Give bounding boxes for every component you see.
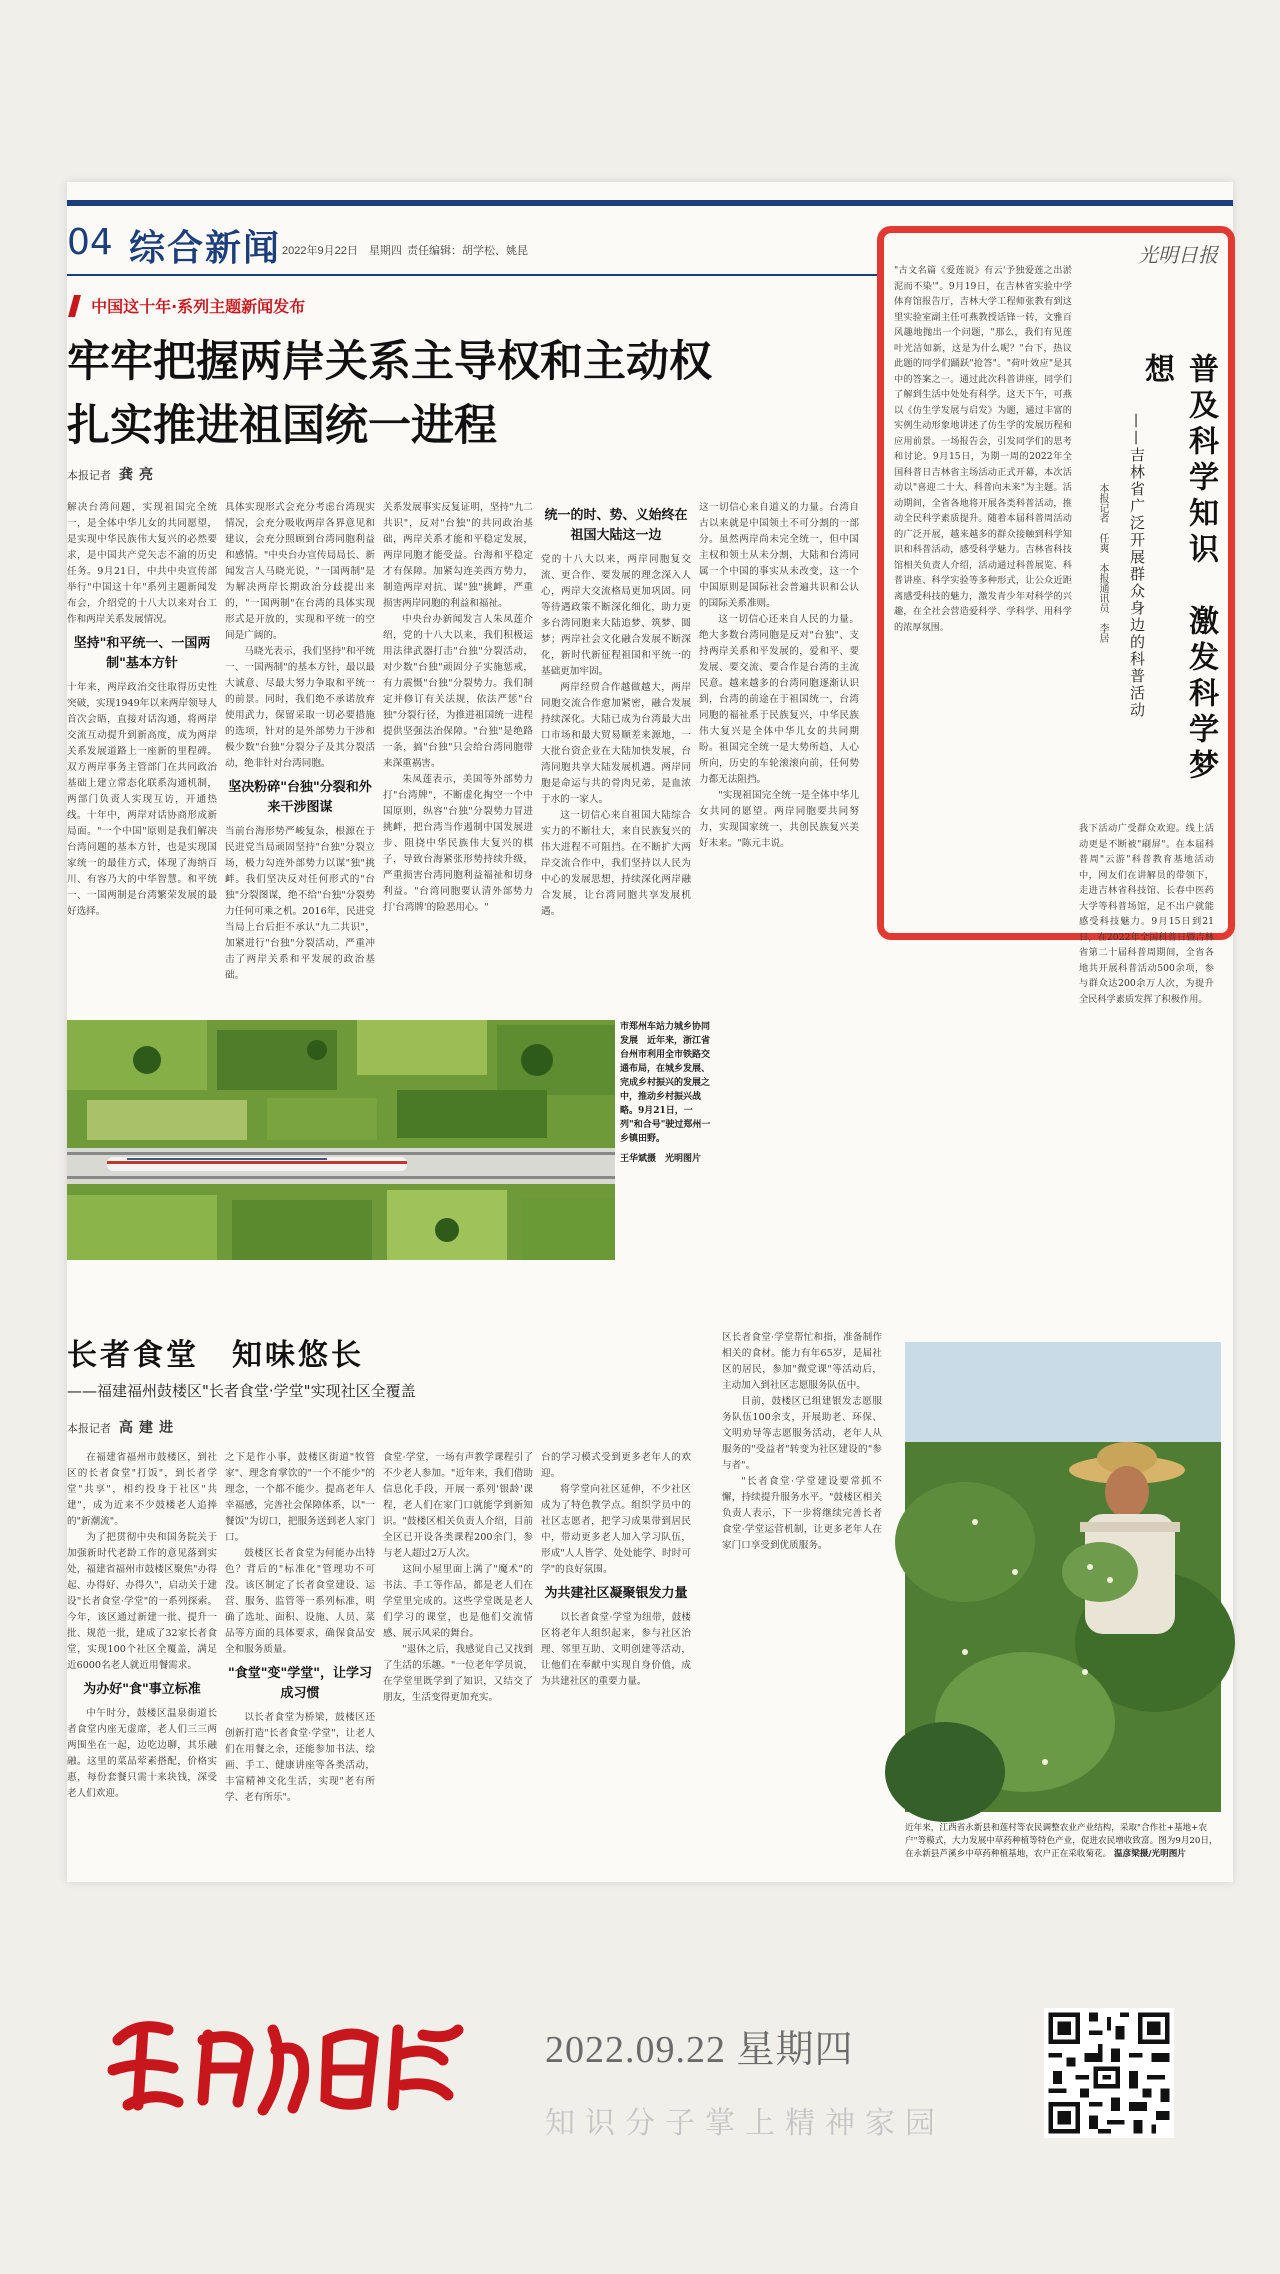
second-paragraph: 这间小屋里面上满了"魔术"的书法、手工等作品，都是老人们在学堂里完成的。这些学堂既是老人们学习的课堂，也是他们交流情感、展示风采的舞台。 bbox=[383, 1564, 533, 1639]
main-subhead-1: 坚持"和平统一、一国两制"基本方针 bbox=[73, 636, 211, 671]
main-paragraph: 这一切信心来自祖国大陆综合实力的不断壮大，来自民族复兴的伟大进程不可阻挡。在不断扩大两岸交流合作中，我们坚持以人民为中心的发展思想，持续深化两岸融合发展，让台湾同胞共享发展机遇。 bbox=[541, 810, 691, 917]
second-column-5 bbox=[722, 1330, 882, 1870]
main-paragraph: 具体实现形式会充分考虑台湾现实情况，会充分吸收两岸各界意见和建议，会充分照顾到台湾同胞利益和感情。"中央台办宣传局局长、新闻发言人马晓光说，"一国两制"是为解决两岸长期政治分歧提出来的，"一国两制"在台湾的具体实现形式是开放的，实现和平统一的空间是广阔的。 bbox=[225, 502, 375, 641]
main-paragraph: 这一切信心来自道义的力量。台湾自古以来就是中国领土不可分割的一部分。虽然两岸尚未完全统一，但中国主权和领土从未分割，大陆和台湾同属一个中国的事实从未改变，这一个中国原则是国际社会普遍共识和公认的国际关系准则。 bbox=[699, 502, 859, 609]
highlighted-science-article[interactable] bbox=[877, 226, 1235, 1005]
farmer-caption-text: 近年来，江西省永新县和莲村等农民调整农业产业结构，采取"合作社+基地+农户"等模式，大力发展中草药种植等特色产业，促进农民增收致富。图为9月20日，在永新县芦溪乡中草药种植基地，农户正在采收菊花。 bbox=[905, 1823, 1218, 1859]
main-paragraph: 解决台湾问题，实现祖国完全统一，是全体中华儿女的共同愿望，是实现中华民族伟大复兴的必然要求，是中国共产党矢志不渝的历史任务。9月21日，中共中央宣传部举行"中国这十年"系列主题新闻发布会，介绍党的十八大以来对台工作和两岸关系发展情况。 bbox=[67, 502, 217, 625]
second-paragraph: "长者食堂·学堂建设要常抓不懈，持续提升服务水平。"鼓楼区相关负责人表示，下一步将继续完善长者食堂·学堂运营机制，让更多老年人在家门口享受到优质服务。 bbox=[722, 1476, 882, 1551]
footer-slogan: 知识分子掌上精神家园 bbox=[545, 2106, 945, 2141]
main-paragraph: 两岸经贸合作越做越大，两岸同胞交流合作愈加紧密，融合发展持续深化。大陆已成为台湾最大出口市场和最大贸易顺差来源地，一大批台资企业在大陆加快发展，台湾同胞共享大陆发展机遇。两岸同胞是命运与共的骨肉兄弟，是血浓于水的一家人。 bbox=[541, 682, 691, 805]
second-paragraph: 鼓楼区长者食堂为何能办出特色？背后的"标准化"管理功不可没。该区制定了长者食堂建设、运营、服务、监管等一系列标准，明确了选址、面积、设施、人员、菜品等方面的具体要求，确保食品安全和服务质量。 bbox=[225, 1548, 375, 1655]
railway-photo-caption bbox=[620, 1020, 715, 1166]
masthead-logo-small: 光明日报 bbox=[1138, 243, 1218, 267]
second-paragraph: 台的学习模式受到更多老年人的欢迎。 bbox=[541, 1452, 691, 1479]
main-paragraph: 马晓光表示，我们坚持"和平统一、一国两制"的基本方针，最以最大诚意、尽最大努力争取和平统一的前景。同时，我们绝不承诺放弃使用武力，保留采取一切必要措施的选项，针对的是外部势力干涉和极少数"台独"分裂分子及其分裂活动，绝非针对台湾同胞。 bbox=[225, 646, 375, 769]
qr-code-icon[interactable] bbox=[1044, 2008, 1174, 2138]
main-column-4 bbox=[541, 500, 691, 1010]
section-title: 综合新闻 bbox=[129, 227, 282, 269]
railway-aerial-photo[interactable] bbox=[67, 1020, 615, 1260]
main-headline-line1: 牢牢把握两岸关系主导权和主动权 bbox=[67, 337, 712, 387]
main-paragraph: 当前台海形势严峻复杂，根源在于民进党当局顽固坚持"台独"分裂立场，极力勾连外部势力以谋"独"挑衅。我们坚决反对任何形式的"台独"分裂图谋，绝不给"台独"分裂势力任何可乘之机。2016年，民进党当局上台后拒不承认"九二共识"，加紧进行"台独"分裂活动，严重冲击了两岸关系和平发展的政治基础。 bbox=[225, 826, 375, 981]
second-column-2 bbox=[225, 1450, 375, 1870]
guangming-daily-logo bbox=[98, 2010, 468, 2124]
series-mark-icon bbox=[68, 295, 81, 317]
second-byline-label: 本报记者 bbox=[67, 1423, 111, 1435]
second-byline-name: 高建进 bbox=[119, 1419, 179, 1435]
second-paragraph: 目前，鼓楼区已组建银发志愿服务队伍100余支，开展助老、环保、文明劝导等志愿服务活动，老年人从服务的"受益者"转变为社区建设的"参与者"。 bbox=[722, 1396, 882, 1471]
second-paragraph: "退休之后，我感觉自己又找到了生活的乐趣。"一位老年学员说，在学堂里既学到了知识，又结交了朋友，生活变得更加充实。 bbox=[383, 1644, 533, 1703]
science-column-1: "古文名篇《爱莲说》有云'予独爱莲之出淤泥而不染'"。9月19日，在吉林省实验中学体育馆报告厅，吉林大学工程师张教有到这里实验室副主任可燕教授话锋一转，文雅百风趣地抛出一个问题，"那么，我们有见莲叶光洁如新，这是为什么呢？"台下，热议此题的同学们踊跃"抢答"。"荷叶效应"是其中的答案之一。通过此次科普讲座，同学们了解到生活中处处有科学。这天下午，可燕以《仿生学发展与启发》为题，通过丰富的实例生动形象地讲述了仿生学的发展历程和应用前景。一场报告会，引发同学们的思考和讨论。9月15日，为期一周的2022年全国科普日吉林省主场活动正式开幕，本次活动以"喜迎二十大、科普向未来"为主题。活动期间，全省各地将开展各类科普活动，推动全民科学素质提升。随着本届科普周活动的广泛开展，越来越多的群众接触到科学知识和科普活动，感受科学魅力。吉林省科技馆相关负责人介绍，活动通过科普展览、科普讲座、科学实验等多种形式，让公众近距离感受科技的魅力，激发青少年对科学的兴趣，在全社会营造爱科学、学科学、用科学的浓厚氛围。 bbox=[894, 265, 1072, 633]
second-paragraph: 将学堂向社区延伸，不少社区成为了特色教学点。组织学员中的社区志愿者，把学习成果带到居民中，带动更多老人加入学习队伍，形成"人人皆学、处处能学、时时可学"的良好氛围。 bbox=[541, 1484, 691, 1575]
second-paragraph: 中午时分，鼓楼区温泉街道长者食堂内座无虚席，老人们三三两两围坐在一起，边吃边聊，其乐融融。这里的菜品荤素搭配，价格实惠，每份套餐只需十来块钱，深受老人们欢迎。 bbox=[67, 1708, 217, 1799]
top-rule bbox=[67, 200, 1233, 206]
second-paragraph: 之下是作小事，鼓楼区街道"牧管家"、理念育掌饮的"一个不能少"的理念，一个都不能少。提高老年人幸福感，完善社会保障体系，以"一餐饭"为切口，把服务送到老人家门口。 bbox=[225, 1452, 375, 1543]
second-subhead-3: 为共建社区凝聚银发力量 bbox=[544, 1586, 688, 1601]
main-column-3 bbox=[383, 500, 533, 1010]
main-subhead-2: 坚决粉碎"台独"分裂和外来干涉图谋 bbox=[228, 780, 372, 815]
main-headline[interactable] bbox=[67, 330, 867, 458]
second-paragraph: 区长者食堂·学堂帮忙和指，准备制作相关的食材。能力有年65岁，是届社区的居民，参加"微党课"等活动后，主动加入到社区志愿服务队伍中。 bbox=[722, 1332, 882, 1391]
footer-date: 2022.09.22 星期四 bbox=[545, 2029, 854, 2071]
qr-code-graphic bbox=[1044, 2008, 1174, 2138]
science-column-2: 我下活动广受群众欢迎。线上活动更是不断被"刷屏"。在本届科普周"云游"科普教育基地活动中，网友们在讲解员的带领下，走进吉林省科技馆、长春中医药大学等科普场馆，足不出户就能感受科技魅力。9月15日到21日，在2022年全国科普日暨吉林省第二十届科普周期间，全省各地共开展科普活动500余项，参与群众达200余万人次，为提升全民科学素质发挥了积极作用。 bbox=[1079, 823, 1214, 1005]
second-paragraph: 以长者食堂为桥梁，鼓楼区还创新打造"长者食堂·学堂"，让老人们在用餐之余，还能参加书法、绘画、手工、健康讲座等各类活动，丰富精神文化生活，实现"老有所学、老有所乐"。 bbox=[225, 1712, 375, 1803]
science-article-title: 普及科学知识 激发科学梦想 bbox=[1139, 353, 1218, 785]
second-paragraph: 食堂·学堂，一场有声教学课程引了不少老人参加。"近年来，我们借助信息化手段，开展一系列'银龄'课程，老人们在家门口就能学到新知识。"鼓楼区相关负责人介绍，目前全区已开设各类课程200余门，参与老人超过2万人次。 bbox=[383, 1452, 533, 1559]
main-column-1 bbox=[67, 500, 217, 1010]
main-paragraph: 朱凤莲表示，美国等外部势力打"台湾牌"，不断虚化掏空一个中国原则，纵容"台独"分裂势力冒进挑衅，把台湾当作遏制中国发展进步、阻挠中华民族伟大复兴的棋子，导致台海紧张形势持续升级，严重损害台湾同胞利益福祉和切身利益。"台湾同胞要认清外部势力打'台湾牌'的险恶用心。" bbox=[383, 774, 533, 913]
second-paragraph: 以长者食堂·学堂为纽带，鼓楼区将老年人组织起来，参与社区治理、邻里互助、文明创建等活动，让他们在奉献中实现自身价值，成为共建社区的重要力量。 bbox=[541, 1612, 691, 1687]
main-headline-line2: 扎实推进祖国统一进程 bbox=[67, 401, 497, 451]
railway-aerial-image bbox=[67, 1020, 615, 1260]
main-byline-name: 龚亮 bbox=[119, 466, 159, 482]
railway-caption-text: 市郑州车站力城乡协同发展 近年来，浙江省台州市利用全市铁路交通布局，在城乡发展、完成乡村振兴的发展之中，推动乡村振兴战略。9月21日，一列"和合号"驶过郑州一乡镇田野。 bbox=[620, 1022, 711, 1144]
science-article-byline: 本报记者 任爽 本报通讯员 李居 bbox=[1097, 483, 1108, 643]
second-headline[interactable]: 长者食堂 知味悠长 bbox=[67, 1338, 364, 1373]
second-column-1 bbox=[67, 1450, 217, 1870]
main-paragraph: 党的十八大以来，两岸同胞复交流、更合作、要发展的理念深入人心，两岸大交流格局更加巩固。同等待遇政策不断深化细化，助力更多台湾同胞来大陆追梦、筑梦、圆梦；两岸社会文化融合发展不断深化，新时代新征程祖国和平统一的基础更加牢固。 bbox=[541, 554, 691, 677]
farmer-harvest-image bbox=[905, 1342, 1221, 1812]
main-byline bbox=[67, 464, 159, 484]
second-subhead-2: "食堂"变"学堂"，让学习成习惯 bbox=[227, 1666, 373, 1701]
second-column-3 bbox=[383, 1450, 533, 1870]
main-subhead-3: 统一的时、势、义始终在祖国大陆这一边 bbox=[544, 508, 688, 543]
science-article-subtitle: ——吉林省广泛开展群众身边的科普活动 bbox=[1128, 413, 1146, 719]
main-byline-label: 本报记者 bbox=[67, 470, 111, 482]
main-column-5 bbox=[699, 500, 859, 1010]
railway-photo-credit: 王华斌摄 光明图片 bbox=[620, 1154, 702, 1164]
farmer-harvest-photo[interactable] bbox=[905, 1342, 1221, 1812]
main-paragraph: 十年来，两岸政治交往取得历史性突破，实现1949年以来两岸领导人首次会晤，直接对话沟通，将两岸交流互动提升到新高度，成为两岸关系发展道路上一座新的里程碑。双方两岸事务主管部门在共同政治基础上建立常态化联系沟通机制，两部门负责人实现互访，开通热线。十年中，两岸对话协商形成新局面。"一个中国"原则是我们解决台湾问题的基本方针，也是实现国家统一的最佳方式，体现了海纳百川、有容乃大的中华智慧。和平统一、一国两制是台湾繁荣发展的最好选择。 bbox=[67, 682, 217, 917]
main-paragraph: 中央台办新闻发言人朱凤莲介绍，党的十八大以来，我们积极运用法律武器打击"台独"分裂活动，对少数"台独"顽固分子实施惩戒，有力震慑"台独"分裂势力。我们制定并修订有关法规，依法严惩"台独"分裂行径，为推进祖国统一进程提供坚强法治保障。"台独"是绝路一条，搞"台独"只会给台湾同胞带来深重祸害。 bbox=[383, 614, 533, 769]
farmer-photo-caption bbox=[905, 1822, 1221, 1861]
second-paragraph: 在福建省福州市鼓楼区，到社区的长者食堂"打饭"，到长者学堂"共享"，相约投身于社区"共建"，成为近来不少鼓楼老人追捧的"新潮流"。 bbox=[67, 1452, 217, 1527]
header-date: 2022年9月22日 星期四 bbox=[282, 245, 402, 257]
second-paragraph: 为了把贯彻中央和国务院关于加强新时代老龄工作的意见落到实处，福建省福州市鼓楼区聚焦"办得起、办得好、办得久"，启动关于建设"长者食堂·学堂"的一系列探索。今年，该区通过新建一批、提升一批、规范一批，建成了32家长者食堂，实现100个社区全覆盖，满足近6000名老人就近用餐需求。 bbox=[67, 1532, 217, 1671]
main-paragraph: "实现祖国完全统一是全体中华儿女共同的愿望。两岸同胞要共同努力，实现国家统一，共创民族复兴美好未来。"陈元丰说。 bbox=[699, 790, 859, 849]
newspaper-page bbox=[67, 182, 1233, 1882]
series-label: 中国这十年·系列主题新闻发布 bbox=[91, 297, 306, 316]
header-editor: 责任编辑：胡学松、姚昆 bbox=[407, 245, 528, 257]
second-subhead-1: 为办好"食"事立标准 bbox=[83, 1682, 201, 1697]
main-column-2 bbox=[225, 500, 375, 1010]
second-column-4 bbox=[541, 1450, 691, 1870]
second-byline bbox=[67, 1417, 179, 1437]
series-banner bbox=[71, 294, 305, 316]
farmer-photo-credit: 温彦梁摄/光明图片 bbox=[1114, 1849, 1186, 1859]
main-paragraph: 这一切信心还来自人民的力量。绝大多数台湾同胞是反对"台独"、支持两岸关系和平发展的，爱和平、要发展、要交流、要合作是台湾的主流民意。越来越多的台湾同胞逐渐认识到，台湾的前途在于祖国统一，台湾同胞的福祉系于民族复兴，中华民族伟大复兴是全体中华儿女的共同期盼。祖国完全统一是大势所趋、人心所向，历史的车轮滚滚向前，任何势力都无法阻挡。 bbox=[699, 614, 859, 785]
calligraphy-logo-icon bbox=[98, 2010, 468, 2120]
main-paragraph: 关系发展事实反复证明，坚持"九二共识"，反对"台独"的共同政治基础，两岸关系才能和平稳定发展，两岸同胞才能受益。台海和平稳定才有保障。加紧勾连美西方势力，制造两岸对抗、谋"独"挑衅，严重损害两岸同胞的利益和福祉。 bbox=[383, 502, 533, 609]
second-subheadline: ——福建福州鼓楼区"长者食堂·学堂"实现社区全覆盖 bbox=[67, 1382, 416, 1400]
page-number: 04 bbox=[67, 222, 113, 263]
